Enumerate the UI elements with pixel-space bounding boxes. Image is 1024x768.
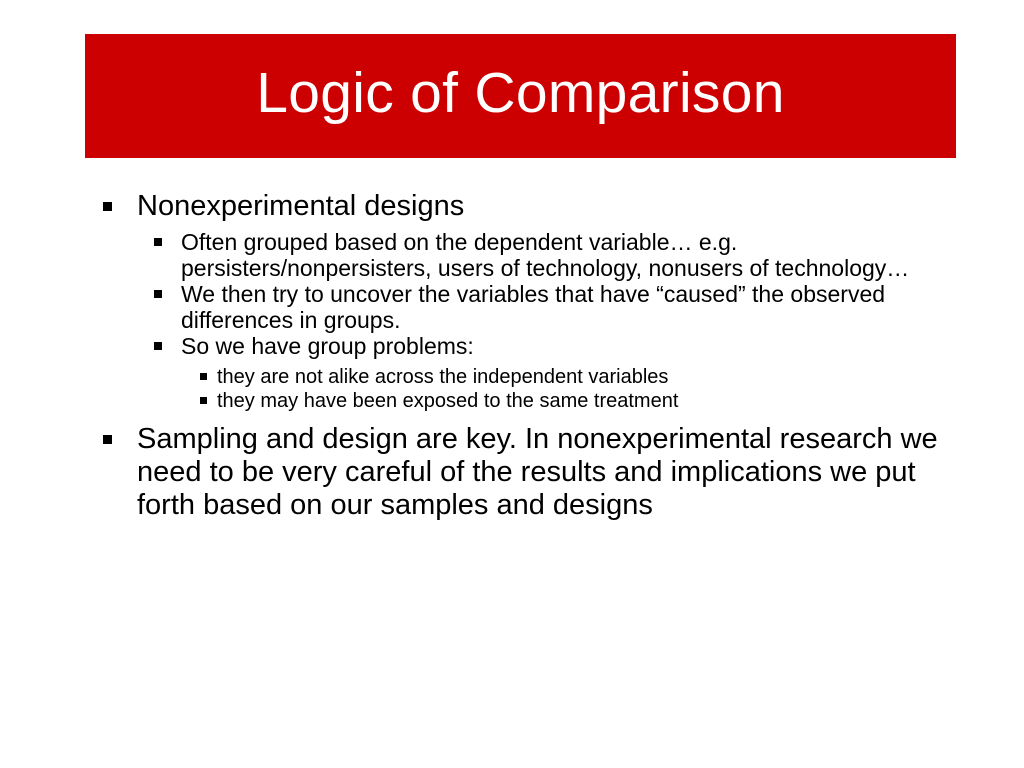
sub-bullet-item bbox=[152, 333, 940, 359]
square-bullet-icon bbox=[154, 290, 162, 298]
sub-bullet-text: So we have group problems: bbox=[181, 333, 474, 359]
square-bullet-icon bbox=[154, 238, 162, 246]
sub-sub-bullet-item bbox=[198, 365, 940, 389]
sub-bullet-text: We then try to uncover the variables that have “caused” the observed differences in groups. bbox=[181, 281, 886, 333]
bullet-text: Nonexperimental designs bbox=[137, 190, 465, 222]
sub-bullet-item bbox=[152, 281, 940, 333]
square-bullet-icon bbox=[103, 435, 112, 444]
bullet-item bbox=[100, 190, 940, 223]
title-bar bbox=[85, 34, 956, 158]
bullet-item bbox=[100, 423, 940, 522]
sub-sub-bullet-text: they are not alike across the independent variables bbox=[217, 366, 669, 388]
square-bullet-icon bbox=[200, 397, 207, 404]
square-bullet-icon bbox=[103, 202, 112, 211]
slide-content bbox=[100, 190, 940, 522]
sub-bullet-text: Often grouped based on the dependent variable… e.g. persisters/nonpersisters, users of technology, nonusers of technology… bbox=[181, 229, 910, 281]
bullet-list bbox=[100, 190, 940, 522]
square-bullet-icon bbox=[154, 342, 162, 350]
sub-bullet-list-container bbox=[152, 229, 940, 413]
sub-sub-bullet-list bbox=[198, 365, 940, 413]
sub-sub-bullet-item bbox=[198, 389, 940, 413]
sub-bullet-item bbox=[152, 229, 940, 281]
sub-bullet-list bbox=[152, 229, 940, 413]
bullet-text: Sampling and design are key. In nonexperimental research we need to be very careful of the results and implications we put forth based on our samples and designs bbox=[137, 423, 938, 521]
square-bullet-icon bbox=[200, 373, 207, 380]
slide-title: Logic of Comparison bbox=[256, 60, 785, 125]
sub-sub-bullet-text: they may have been exposed to the same treatment bbox=[217, 390, 679, 412]
sub-sub-bullet-list-container bbox=[198, 365, 940, 413]
